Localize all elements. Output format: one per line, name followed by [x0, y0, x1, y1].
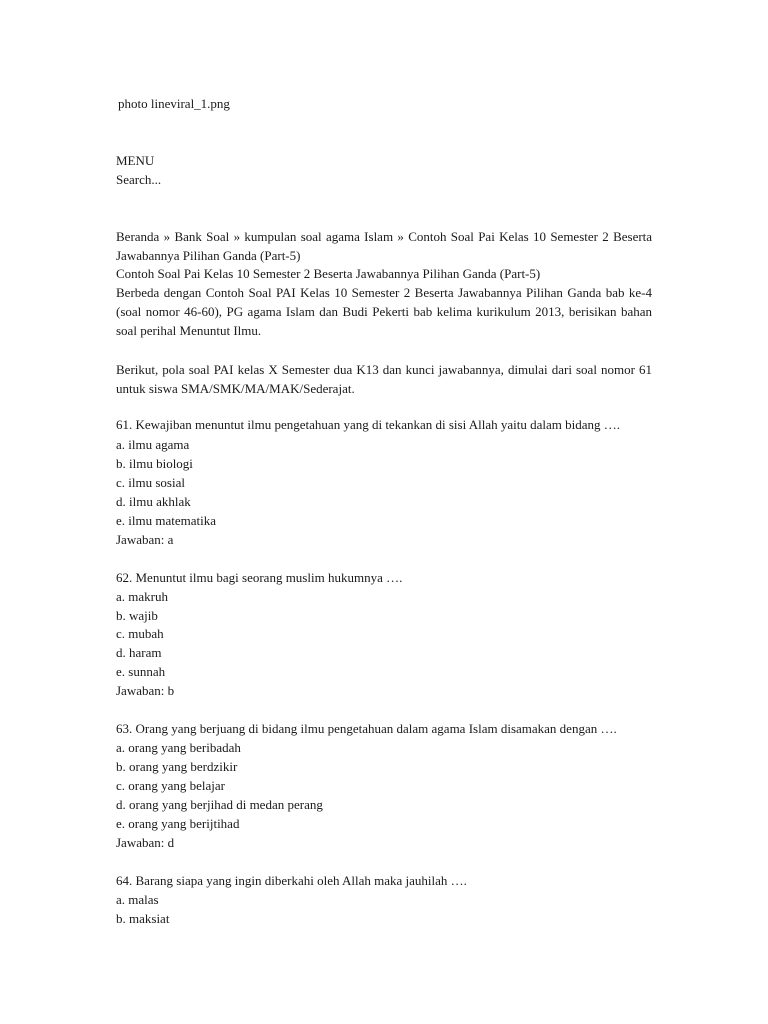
answer-option: c. mubah [116, 626, 164, 641]
breadcrumb [116, 227, 652, 265]
answer-key: Jawaban: a [116, 532, 174, 547]
breadcrumb-separator: » [163, 229, 171, 244]
breadcrumb-current: Contoh Soal Pai Kelas 10 Semester 2 Beserta Jawabannya Pilihan Ganda (Part-5) [116, 229, 653, 264]
answer-option: a. ilmu agama [116, 437, 190, 452]
breadcrumb-bank-soal-link[interactable]: Bank Soal [174, 229, 230, 244]
answer-option: b. maksiat [116, 911, 170, 926]
answer-option: c. orang yang belajar [116, 778, 226, 793]
question-text: 64. Barang siapa yang ingin diberkahi oleh Allah maka jauhilah …. [116, 873, 467, 888]
answer-option: d. haram [116, 645, 162, 660]
answer-option: a. orang yang beribadah [116, 740, 241, 755]
breadcrumb-category-link[interactable]: kumpulan soal agama Islam [244, 229, 394, 244]
answer-option: b. ilmu biologi [116, 456, 193, 471]
question-text: 62. Menuntut ilmu bagi seorang muslim hukumnya …. [116, 570, 403, 585]
answer-option: d. ilmu akhlak [116, 494, 191, 509]
question-text: 61. Kewajiban menuntut ilmu pengetahuan yang di tekankan di sisi Allah yaitu dalam bidang …. [116, 417, 621, 432]
breadcrumb-separator: » [397, 229, 404, 244]
page-title: Contoh Soal Pai Kelas 10 Semester 2 Beserta Jawabannya Pilihan Ganda (Part-5) [116, 266, 541, 281]
answer-option: d. orang yang berjihad di medan perang [116, 797, 323, 812]
answer-option: b. wajib [116, 608, 158, 623]
answer-option: c. ilmu sosial [116, 475, 185, 490]
answer-option: e. orang yang berijtihad [116, 816, 240, 831]
menu-button[interactable]: MENU [116, 153, 155, 168]
search-input[interactable]: Search... [116, 172, 162, 187]
breadcrumb-separator: » [233, 229, 241, 244]
answer-option: b. orang yang berdzikir [116, 759, 238, 774]
question-text: 63. Orang yang berjuang di bidang ilmu pengetahuan dalam agama Islam disamakan dengan …. [116, 721, 617, 736]
answer-key: Jawaban: b [116, 683, 175, 698]
breadcrumb-home-link[interactable]: Beranda [116, 229, 160, 244]
answer-option: a. makruh [116, 589, 168, 604]
article-intro-2: Berikut, pola soal PAI kelas X Semester dua K13 dan kunci jawabannya, dimulai dari soal nomor 61 untuk siswa SMA/SMK/MA/MAK/Sederajat. [116, 362, 652, 397]
header-image-alt: photo lineviral_1.png [118, 96, 230, 111]
article-intro: Berbeda dengan Contoh Soal PAI Kelas 10 Semester 2 Beserta Jawabannya Pilihan Ganda bab ke-4 (soal nomor 46-60), PG agama Islam dan Budi Pekerti bab kelima kurikulum 2013, berisikan bahan soal perihal Menuntut Ilmu. [116, 285, 652, 339]
answer-option: e. ilmu matematika [116, 513, 216, 528]
answer-option: a. malas [116, 892, 159, 907]
answer-key: Jawaban: d [116, 835, 175, 850]
answer-option: e. sunnah [116, 664, 166, 679]
